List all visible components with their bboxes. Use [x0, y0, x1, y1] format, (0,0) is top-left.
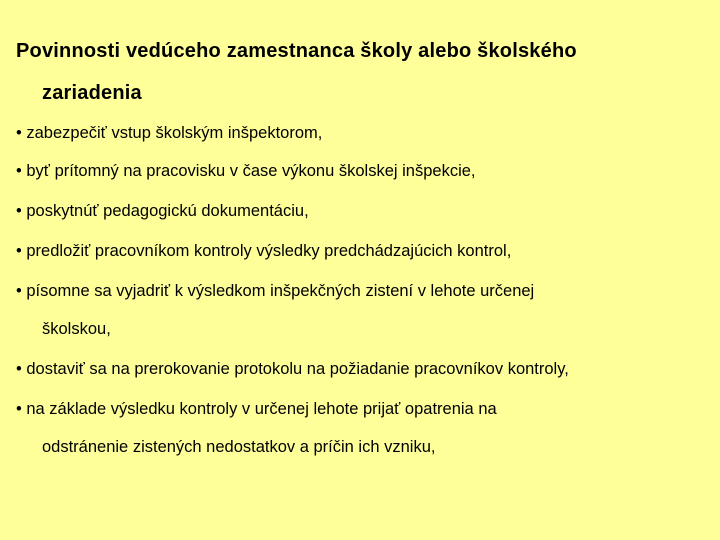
bullet-item-line [16, 232, 716, 270]
bullet-icon: • [16, 162, 22, 180]
bullet-item-line [16, 390, 716, 428]
bullet-text: písomne sa vyjadriť k výsledkom inšpekčných zistení v lehote určenej [26, 282, 535, 300]
bullet-item-7 [16, 390, 716, 466]
bullet-item-6 [16, 350, 716, 388]
bullet-icon: • [16, 400, 22, 418]
slide-title-line1: Povinnosti vedúceho zamestnanca školy alebo školského [16, 40, 577, 62]
bullet-list [16, 114, 716, 466]
bullet-text: na základe výsledku kontroly v určenej lehote prijať opatrenia na [26, 400, 497, 418]
bullet-item-4 [16, 232, 716, 270]
bullet-item-1 [16, 114, 716, 152]
bullet-item-line [16, 192, 716, 230]
bullet-item-line [16, 114, 716, 152]
bullet-icon: • [16, 360, 22, 378]
bullet-item-line [16, 152, 716, 190]
bullet-item-3 [16, 192, 716, 230]
bullet-text: predložiť pracovníkom kontroly výsledky predchádzajúcich kontrol, [26, 242, 512, 260]
bullet-text: dostaviť sa na prerokovanie protokolu na požiadanie pracovníkov kontroly, [26, 360, 569, 378]
bullet-text: zabezpečiť vstup školským inšpektorom, [26, 124, 323, 142]
bullet-item-line [16, 272, 716, 310]
bullet-text-continuation: odstránenie zistených nedostatkov a príčin ich vzniku, [42, 438, 436, 456]
bullet-item-2 [16, 152, 716, 190]
bullet-text: poskytnúť pedagogickú dokumentáciu, [26, 202, 309, 220]
bullet-icon: • [16, 282, 22, 300]
bullet-icon: • [16, 124, 22, 142]
bullet-item-5 [16, 272, 716, 348]
bullet-item-line [16, 350, 716, 388]
bullet-icon: • [16, 242, 22, 260]
slide-title [16, 30, 706, 114]
bullet-icon: • [16, 202, 22, 220]
bullet-text-continuation: školskou, [42, 320, 111, 338]
slide-title-line2: zariadenia [42, 82, 142, 104]
bullet-text: byť prítomný na pracovisku v čase výkonu školskej inšpekcie, [26, 162, 476, 180]
